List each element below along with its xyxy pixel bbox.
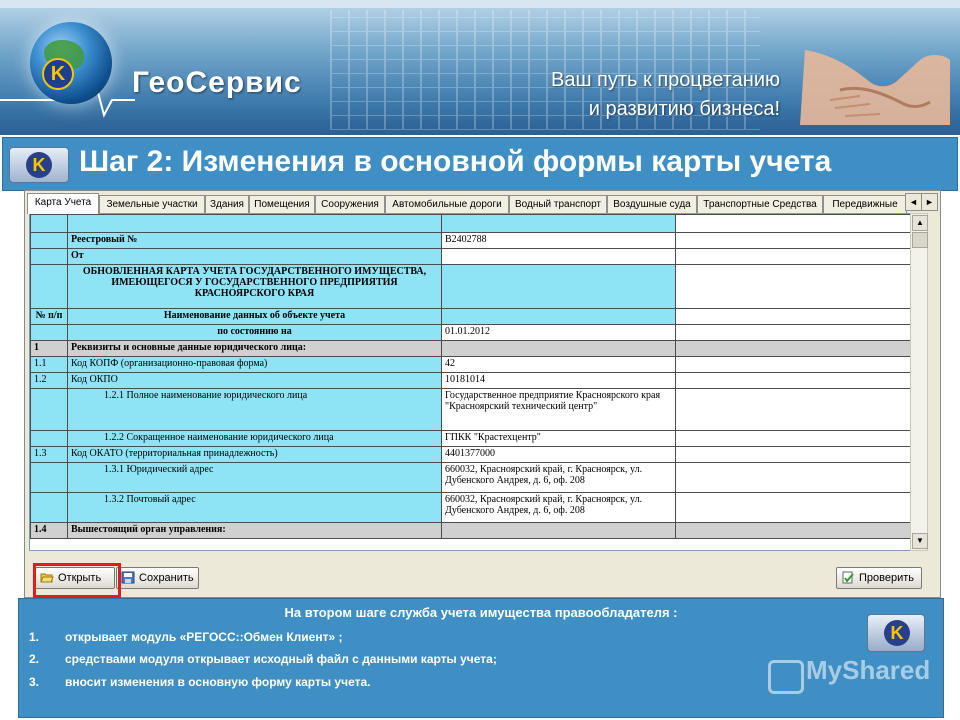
table-cell[interactable] (676, 493, 911, 523)
table-cell[interactable]: 1.3.2 Почтовый адрес (68, 493, 442, 523)
table-cell[interactable] (31, 325, 68, 341)
list-item (29, 675, 370, 689)
table-cell[interactable]: № п/п (31, 309, 68, 325)
table-row (31, 373, 911, 389)
tab-karta-ucheta[interactable]: Карта Учета (27, 193, 99, 214)
k-logo-button[interactable] (9, 147, 69, 183)
list-item-number: 3. (29, 675, 40, 689)
table-cell[interactable] (31, 431, 68, 447)
table-cell[interactable]: по состоянию на (68, 325, 442, 341)
tab-pomeshcheniya[interactable]: Помещения (249, 195, 315, 213)
table-cell[interactable] (31, 249, 68, 265)
tab-transportnye-sredstva[interactable]: Транспортные Средства (697, 195, 823, 213)
list-item (29, 652, 497, 666)
table-cell[interactable] (31, 215, 68, 233)
table-cell[interactable] (676, 341, 911, 357)
table-cell[interactable]: 1.3.1 Юридический адрес (68, 463, 442, 493)
tab-vozdushnye-suda[interactable]: Воздушные суда (607, 195, 697, 213)
list-item-number: 1. (29, 630, 40, 644)
table-row (31, 447, 911, 463)
tagline-line-1: Ваш путь к процветанию (550, 69, 780, 91)
tab-vodnyi-transport[interactable]: Водный транспорт (509, 195, 607, 213)
table-row (31, 493, 911, 523)
table-cell[interactable] (676, 447, 911, 463)
tab-zemelnye-uchastki[interactable]: Земельные участки (99, 195, 205, 213)
list-item-text: средствами модуля открывает исходный файл с данными карты учета; (65, 652, 497, 666)
handshake-icon (800, 30, 950, 130)
table-cell[interactable]: 660032, Красноярский край, г. Красноярск, ул. Дубенского Андрея, д. 6, оф. 208 (442, 463, 676, 493)
table-cell[interactable] (676, 463, 911, 493)
table-cell[interactable]: Вышестоящий орган управления: (68, 523, 442, 539)
table-cell[interactable] (68, 215, 442, 233)
table-row (31, 233, 911, 249)
table-cell[interactable]: ОБНОВЛЕННАЯ КАРТА УЧЕТА ГОСУДАРСТВЕННОГО ИМУЩЕСТВА, ИМЕЮЩЕГОСЯ У ГОСУДАРСТВЕННОГО ПРЕДПРИЯТИЯ КРАСНОЯРСКОГО КРАЯ (68, 265, 442, 309)
vertical-scrollbar[interactable] (910, 213, 928, 551)
brand-name: ГеоСервис (132, 66, 302, 99)
table-row (31, 389, 911, 431)
tab-peredvizhnye[interactable]: Передвижные (823, 195, 907, 213)
header-banner (0, 0, 960, 135)
table-cell[interactable] (676, 523, 911, 539)
table-cell[interactable] (676, 389, 911, 431)
table-cell[interactable] (676, 325, 911, 341)
step-title: Шаг 2: Изменения в основной формы карты учета (79, 145, 832, 178)
table-row (31, 325, 911, 341)
table-row (31, 523, 911, 539)
list-item-number: 2. (29, 652, 40, 666)
table-cell[interactable] (676, 309, 911, 325)
table-cell[interactable]: 1.2.2 Сокращенное наименование юридического лица (68, 431, 442, 447)
table-cell[interactable]: 01.01.2012 (442, 325, 676, 341)
table-cell[interactable]: 1.1 (31, 357, 68, 373)
info-heading: На втором шаге служба учета имущества правообладателя : (284, 605, 678, 620)
myshared-logo-icon (768, 660, 804, 694)
check-document-icon (841, 571, 855, 584)
table-cell[interactable]: Реквизиты и основные данные юридического лица: (68, 341, 442, 357)
tagline (470, 66, 780, 124)
table-row (31, 463, 911, 493)
open-button-label: Открыть (58, 572, 102, 584)
table-row (31, 249, 911, 265)
scroll-down-icon[interactable]: ▼ (912, 533, 928, 549)
watermark-text: MyShared (806, 655, 931, 685)
table-cell[interactable] (676, 373, 911, 389)
table-row (31, 431, 911, 447)
table-row (31, 265, 911, 309)
table-cell[interactable]: 1.3 (31, 447, 68, 463)
banner-stripe (0, 0, 960, 8)
table-cell[interactable]: От (68, 249, 442, 265)
table-row (31, 357, 911, 373)
spreadsheet-grid (29, 213, 911, 551)
table-row (31, 215, 911, 233)
table-cell[interactable] (676, 215, 911, 233)
table-cell[interactable] (676, 431, 911, 447)
table-cell[interactable]: Наименование данных об объекте учета (68, 309, 442, 325)
k-logo-icon: K (884, 620, 910, 646)
open-button-highlight (33, 563, 121, 598)
scroll-thumb[interactable] (912, 232, 928, 248)
table-row (31, 341, 911, 357)
check-button[interactable] (836, 567, 922, 589)
table-cell[interactable]: B2402788 (442, 233, 676, 249)
table-cell[interactable]: Код КОПФ (организационно-правовая форма) (68, 357, 442, 373)
k-logo-button-bottom[interactable] (867, 614, 925, 652)
table-cell[interactable] (442, 265, 676, 309)
table-cell[interactable] (31, 265, 68, 309)
table-cell[interactable] (31, 493, 68, 523)
tab-scroll-right-icon[interactable]: ► (921, 193, 938, 211)
table-row (31, 309, 911, 325)
table-cell[interactable]: 1.4 (31, 523, 68, 539)
record-table (30, 214, 911, 539)
step-title-bar (2, 137, 958, 191)
tab-avtomobilnye-dorogi[interactable]: Автомобильные дороги (385, 195, 509, 213)
list-item-text: вносит изменения в основную форму карты учета. (65, 675, 371, 689)
table-cell[interactable] (442, 341, 676, 357)
tab-sooruzheniya[interactable]: Сооружения (315, 195, 385, 213)
table-cell[interactable] (676, 233, 911, 249)
table-cell[interactable] (31, 233, 68, 249)
table-cell[interactable]: Государственное предприятие Красноярского края "Красноярский технический центр" (442, 389, 676, 431)
table-cell[interactable]: Код ОКПО (68, 373, 442, 389)
table-cell[interactable] (676, 265, 911, 309)
tab-zdaniya[interactable]: Здания (205, 195, 249, 213)
list-item-text: открывает модуль «РЕГОСС::Обмен Клиент» ; (65, 630, 343, 644)
table-cell[interactable]: 42 (442, 357, 676, 373)
scroll-up-icon[interactable]: ▲ (912, 215, 928, 231)
app-window (24, 190, 941, 598)
k-logo-icon: K (26, 152, 52, 178)
table-cell[interactable]: 4401377000 (442, 447, 676, 463)
table-cell[interactable]: 1.2 (31, 373, 68, 389)
table-cell[interactable] (31, 389, 68, 431)
save-disk-icon (121, 571, 135, 584)
logo-k-icon: K (42, 58, 74, 90)
table-cell[interactable]: ГПКК "Крастехцентр" (442, 431, 676, 447)
tab-scroll-arrows (905, 193, 937, 210)
tab-scroll-left-icon[interactable]: ◄ (905, 193, 922, 211)
table-cell[interactable] (442, 309, 676, 325)
list-item (29, 630, 342, 644)
table-cell[interactable] (676, 249, 911, 265)
table-cell[interactable]: 660032, Красноярский край, г. Красноярск, ул. Дубенского Андрея, д. 6, оф. 208 (442, 493, 676, 523)
table-cell[interactable] (442, 523, 676, 539)
table-cell[interactable] (31, 463, 68, 493)
save-button[interactable] (116, 567, 199, 589)
table-cell[interactable]: Код ОКАТО (территориальная принадлежность) (68, 447, 442, 463)
table-cell[interactable] (676, 357, 911, 373)
table-cell[interactable] (442, 215, 676, 233)
table-cell[interactable]: 1 (31, 341, 68, 357)
save-button-label: Сохранить (139, 572, 194, 584)
tagline-line-2: и развитию бизнеса! (588, 98, 780, 120)
tab-strip (27, 193, 907, 213)
table-cell[interactable]: 1.2.1 Полное наименование юридического лица (68, 389, 442, 431)
check-button-label: Проверить (859, 572, 915, 584)
table-cell[interactable] (442, 249, 676, 265)
table-cell[interactable]: 10181014 (442, 373, 676, 389)
table-cell[interactable]: Реестровый № (68, 233, 442, 249)
